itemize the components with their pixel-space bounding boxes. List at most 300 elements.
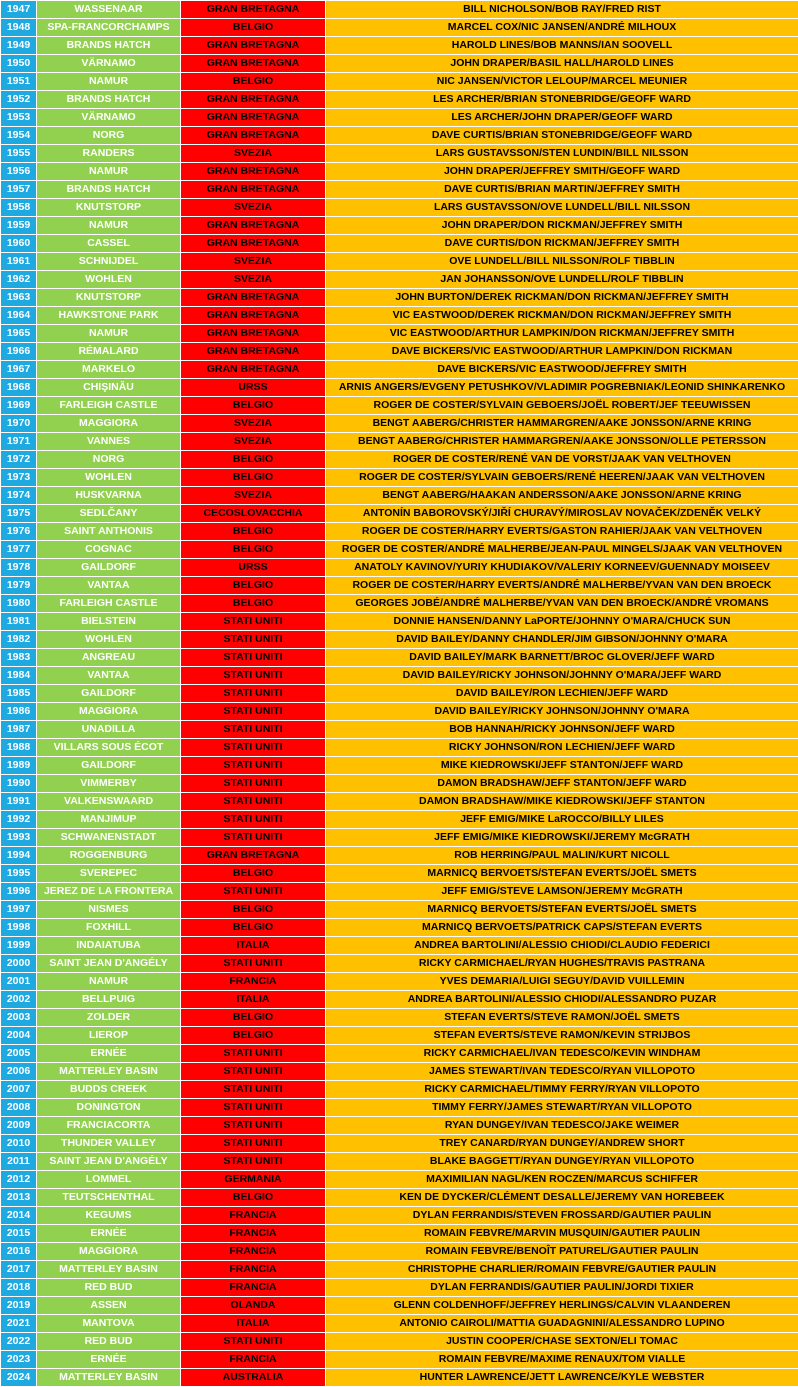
table-row	[1, 397, 798, 415]
venue-cell: FARLEIGH CASTLE	[37, 397, 181, 415]
team-cell: RYAN DUNGEY/IVAN TEDESCO/JAKE WEIMER	[326, 1117, 798, 1135]
country-cell: STATI UNITI	[181, 667, 326, 685]
country-cell: GRAN BRETAGNA	[181, 109, 326, 127]
country-cell: URSS	[181, 379, 326, 397]
country-cell: ITALIA	[181, 1315, 326, 1333]
country-cell: STATI UNITI	[181, 829, 326, 847]
venue-cell: TEUTSCHENTHAL	[37, 1189, 181, 1207]
country-cell: STATI UNITI	[181, 793, 326, 811]
venue-cell: VIMMERBY	[37, 775, 181, 793]
year-cell: 2004	[1, 1027, 37, 1045]
team-cell: LARS GUSTAVSSON/OVE LUNDELL/BILL NILSSON	[326, 199, 798, 217]
year-cell: 1951	[1, 73, 37, 91]
table-row	[1, 847, 798, 865]
year-cell: 1958	[1, 199, 37, 217]
country-cell: BELGIO	[181, 451, 326, 469]
country-cell: GRAN BRETAGNA	[181, 91, 326, 109]
team-cell: DAVID BAILEY/DANNY CHANDLER/JIM GIBSON/JOHNNY O'MARA	[326, 631, 798, 649]
table-row	[1, 199, 798, 217]
year-cell: 1988	[1, 739, 37, 757]
table-row	[1, 685, 798, 703]
team-cell: OVE LUNDELL/BILL NILSSON/ROLF TIBBLIN	[326, 253, 798, 271]
year-cell: 2021	[1, 1315, 37, 1333]
team-cell: HUNTER LAWRENCE/JETT LAWRENCE/KYLE WEBSTER	[326, 1369, 798, 1387]
year-cell: 1952	[1, 91, 37, 109]
team-cell: DAMON BRADSHAW/MIKE KIEDROWSKI/JEFF STANTON	[326, 793, 798, 811]
team-cell: DYLAN FERRANDIS/STEVEN FROSSARD/GAUTIER PAULIN	[326, 1207, 798, 1225]
table-row	[1, 1081, 798, 1099]
venue-cell: THUNDER VALLEY	[37, 1135, 181, 1153]
team-cell: BLAKE BAGGETT/RYAN DUNGEY/RYAN VILLOPOTO	[326, 1153, 798, 1171]
team-cell: VIC EASTWOOD/ARTHUR LAMPKIN/DON RICKMAN/JEFFREY SMITH	[326, 325, 798, 343]
venue-cell: NORG	[37, 451, 181, 469]
venue-cell: NAMUR	[37, 217, 181, 235]
country-cell: STATI UNITI	[181, 703, 326, 721]
table-row	[1, 253, 798, 271]
country-cell: BELGIO	[181, 1027, 326, 1045]
team-cell: JOHN DRAPER/DON RICKMAN/JEFFREY SMITH	[326, 217, 798, 235]
team-cell: ROMAIN FEBVRE/MAXIME RENAUX/TOM VIALLE	[326, 1351, 798, 1369]
venue-cell: MATTERLEY BASIN	[37, 1063, 181, 1081]
venue-cell: MATTERLEY BASIN	[37, 1261, 181, 1279]
year-cell: 1955	[1, 145, 37, 163]
team-cell: ROGER DE COSTER/HARRY EVERTS/ANDRÉ MALHERBE/YVAN VAN DEN BROECK	[326, 577, 798, 595]
team-cell: LES ARCHER/JOHN DRAPER/GEOFF WARD	[326, 109, 798, 127]
team-cell: JOHN DRAPER/JEFFREY SMITH/GEOFF WARD	[326, 163, 798, 181]
country-cell: STATI UNITI	[181, 775, 326, 793]
country-cell: STATI UNITI	[181, 1099, 326, 1117]
venue-cell: RÉMALARD	[37, 343, 181, 361]
country-cell: GRAN BRETAGNA	[181, 55, 326, 73]
table-row	[1, 811, 798, 829]
table-row	[1, 1351, 798, 1369]
table-row	[1, 919, 798, 937]
venue-cell: SVEREPEC	[37, 865, 181, 883]
team-cell: STEFAN EVERTS/STEVE RAMON/JOËL SMETS	[326, 1009, 798, 1027]
table-row	[1, 505, 798, 523]
table-row	[1, 1027, 798, 1045]
team-cell: ROGER DE COSTER/SYLVAIN GEBOERS/JOËL ROBERT/JEF TEEUWISSEN	[326, 397, 798, 415]
year-cell: 1963	[1, 289, 37, 307]
venue-cell: KNUTSTORP	[37, 199, 181, 217]
venue-cell: GAILDORF	[37, 757, 181, 775]
table-row	[1, 595, 798, 613]
year-cell: 2009	[1, 1117, 37, 1135]
venue-cell: BIELSTEIN	[37, 613, 181, 631]
table-row	[1, 667, 798, 685]
year-cell: 1969	[1, 397, 37, 415]
country-cell: GRAN BRETAGNA	[181, 217, 326, 235]
country-cell: FRANCIA	[181, 1261, 326, 1279]
venue-cell: VILLARS SOUS ÉCOT	[37, 739, 181, 757]
table-row	[1, 937, 798, 955]
venue-cell: CASSEL	[37, 235, 181, 253]
country-cell: BELGIO	[181, 469, 326, 487]
venue-cell: ROGGENBURG	[37, 847, 181, 865]
team-cell: ROB HERRING/PAUL MALIN/KURT NICOLL	[326, 847, 798, 865]
table-row	[1, 469, 798, 487]
year-cell: 1976	[1, 523, 37, 541]
year-cell: 2018	[1, 1279, 37, 1297]
year-cell: 1953	[1, 109, 37, 127]
table-row	[1, 793, 798, 811]
venue-cell: LOMMEL	[37, 1171, 181, 1189]
table-row	[1, 631, 798, 649]
year-cell: 1989	[1, 757, 37, 775]
venue-cell: SAINT JEAN D'ANGÉLY	[37, 955, 181, 973]
country-cell: FRANCIA	[181, 1351, 326, 1369]
country-cell: GRAN BRETAGNA	[181, 847, 326, 865]
country-cell: STATI UNITI	[181, 721, 326, 739]
venue-cell: SEDLČANY	[37, 505, 181, 523]
venue-cell: KEGUMS	[37, 1207, 181, 1225]
year-cell: 2005	[1, 1045, 37, 1063]
team-cell: ROGER DE COSTER/HARRY EVERTS/GASTON RAHIER/JAAK VAN VELTHOVEN	[326, 523, 798, 541]
table-row	[1, 307, 798, 325]
team-cell: ANTONÍN BABOROVSKÝ/JIŘÍ CHURAVÝ/MIROSLAV NOVAČEK/ZDENĚK VELKÝ	[326, 505, 798, 523]
venue-cell: NAMUR	[37, 73, 181, 91]
table-row	[1, 1045, 798, 1063]
team-cell: BENGT AABERG/HAAKAN ANDERSSON/AAKE JONSSON/ARNE KRING	[326, 487, 798, 505]
year-cell: 1975	[1, 505, 37, 523]
country-cell: BELGIO	[181, 19, 326, 37]
country-cell: BELGIO	[181, 901, 326, 919]
year-cell: 1979	[1, 577, 37, 595]
table-row	[1, 649, 798, 667]
table-row	[1, 163, 798, 181]
team-cell: DYLAN FERRANDIS/GAUTIER PAULIN/JORDI TIXIER	[326, 1279, 798, 1297]
table-row	[1, 415, 798, 433]
table-row	[1, 577, 798, 595]
year-cell: 1987	[1, 721, 37, 739]
venue-cell: RED BUD	[37, 1279, 181, 1297]
country-cell: SVEZIA	[181, 433, 326, 451]
venue-cell: VANTAA	[37, 667, 181, 685]
country-cell: ITALIA	[181, 937, 326, 955]
year-cell: 1966	[1, 343, 37, 361]
year-cell: 1949	[1, 37, 37, 55]
team-cell: YVES DEMARIA/LUIGI SEGUY/DAVID VUILLEMIN	[326, 973, 798, 991]
country-cell: ITALIA	[181, 991, 326, 1009]
team-cell: LARS GUSTAVSSON/STEN LUNDIN/BILL NILSSON	[326, 145, 798, 163]
team-cell: JEFF EMIG/STEVE LAMSON/JEREMY McGRATH	[326, 883, 798, 901]
year-cell: 1984	[1, 667, 37, 685]
venue-cell: HUSKVARNA	[37, 487, 181, 505]
venue-cell: MAGGIORA	[37, 1243, 181, 1261]
year-cell: 1990	[1, 775, 37, 793]
year-cell: 2011	[1, 1153, 37, 1171]
country-cell: FRANCIA	[181, 1225, 326, 1243]
country-cell: STATI UNITI	[181, 685, 326, 703]
country-cell: STATI UNITI	[181, 613, 326, 631]
year-cell: 2000	[1, 955, 37, 973]
team-cell: RICKY CARMICHAEL/TIMMY FERRY/RYAN VILLOPOTO	[326, 1081, 798, 1099]
team-cell: MARNICQ BERVOETS/STEFAN EVERTS/JOËL SMETS	[326, 865, 798, 883]
country-cell: GRAN BRETAGNA	[181, 37, 326, 55]
year-cell: 1992	[1, 811, 37, 829]
table-row	[1, 613, 798, 631]
country-cell: GRAN BRETAGNA	[181, 361, 326, 379]
venue-cell: KNUTSTORP	[37, 289, 181, 307]
team-cell: DAVE CURTIS/BRIAN STONEBRIDGE/GEOFF WARD	[326, 127, 798, 145]
table-row	[1, 451, 798, 469]
team-cell: JAN JOHANSSON/OVE LUNDELL/ROLF TIBBLIN	[326, 271, 798, 289]
country-cell: STATI UNITI	[181, 811, 326, 829]
venue-cell: RED BUD	[37, 1333, 181, 1351]
year-cell: 1956	[1, 163, 37, 181]
venue-cell: FRANCIACORTA	[37, 1117, 181, 1135]
venue-cell: VANNES	[37, 433, 181, 451]
venue-cell: FOXHILL	[37, 919, 181, 937]
team-cell: MARNICQ BERVOETS/STEFAN EVERTS/JOËL SMETS	[326, 901, 798, 919]
team-cell: STEFAN EVERTS/STEVE RAMON/KEVIN STRIJBOS	[326, 1027, 798, 1045]
venue-cell: NAMUR	[37, 973, 181, 991]
table-row	[1, 1315, 798, 1333]
team-cell: RICKY CARMICHAEL/IVAN TEDESCO/KEVIN WINDHAM	[326, 1045, 798, 1063]
team-cell: BENGT AABERG/CHRISTER HAMMARGREN/AAKE JONSSON/ARNE KRING	[326, 415, 798, 433]
team-cell: DAVID BAILEY/RON LECHIEN/JEFF WARD	[326, 685, 798, 703]
table-row	[1, 739, 798, 757]
year-cell: 2007	[1, 1081, 37, 1099]
venue-cell: BRANDS HATCH	[37, 181, 181, 199]
table-row	[1, 1369, 798, 1387]
year-cell: 1973	[1, 469, 37, 487]
table-row	[1, 91, 798, 109]
year-cell: 2023	[1, 1351, 37, 1369]
year-cell: 1995	[1, 865, 37, 883]
team-cell: NIC JANSEN/VICTOR LELOUP/MARCEL MEUNIER	[326, 73, 798, 91]
table-row	[1, 955, 798, 973]
year-cell: 1994	[1, 847, 37, 865]
venue-cell: SPA-FRANCORCHAMPS	[37, 19, 181, 37]
venue-cell: COGNAC	[37, 541, 181, 559]
team-cell: DAVE CURTIS/BRIAN MARTIN/JEFFREY SMITH	[326, 181, 798, 199]
team-cell: BOB HANNAH/RICKY JOHNSON/JEFF WARD	[326, 721, 798, 739]
venue-cell: BRANDS HATCH	[37, 37, 181, 55]
venue-cell: BELLPUIG	[37, 991, 181, 1009]
venue-cell: HAWKSTONE PARK	[37, 307, 181, 325]
table-row	[1, 343, 798, 361]
team-cell: JEFF EMIG/MIKE LaROCCO/BILLY LILES	[326, 811, 798, 829]
year-cell: 1962	[1, 271, 37, 289]
venue-cell: LIEROP	[37, 1027, 181, 1045]
year-cell: 2015	[1, 1225, 37, 1243]
table-row	[1, 559, 798, 577]
country-cell: BELGIO	[181, 1009, 326, 1027]
table-row	[1, 865, 798, 883]
team-cell: ANDREA BARTOLINI/ALESSIO CHIODI/CLAUDIO FEDERICI	[326, 937, 798, 955]
year-cell: 1961	[1, 253, 37, 271]
country-cell: GRAN BRETAGNA	[181, 325, 326, 343]
country-cell: STATI UNITI	[181, 1045, 326, 1063]
country-cell: FRANCIA	[181, 1207, 326, 1225]
year-cell: 1970	[1, 415, 37, 433]
year-cell: 2022	[1, 1333, 37, 1351]
table-row	[1, 1297, 798, 1315]
table-row	[1, 19, 798, 37]
table-row	[1, 109, 798, 127]
country-cell: CECOSLOVACCHIA	[181, 505, 326, 523]
winners-table-body	[1, 1, 798, 1387]
table-row	[1, 883, 798, 901]
country-cell: GRAN BRETAGNA	[181, 1, 326, 19]
country-cell: STATI UNITI	[181, 739, 326, 757]
year-cell: 2001	[1, 973, 37, 991]
table-row	[1, 487, 798, 505]
team-cell: MIKE KIEDROWSKI/JEFF STANTON/JEFF WARD	[326, 757, 798, 775]
table-row	[1, 703, 798, 721]
year-cell: 2016	[1, 1243, 37, 1261]
table-row	[1, 973, 798, 991]
country-cell: STATI UNITI	[181, 1063, 326, 1081]
venue-cell: GAILDORF	[37, 685, 181, 703]
venue-cell: MAGGIORA	[37, 415, 181, 433]
venue-cell: JEREZ DE LA FRONTERA	[37, 883, 181, 901]
table-row	[1, 325, 798, 343]
venue-cell: GAILDORF	[37, 559, 181, 577]
venue-cell: ANGREAU	[37, 649, 181, 667]
year-cell: 2019	[1, 1297, 37, 1315]
team-cell: ROMAIN FEBVRE/MARVIN MUSQUIN/GAUTIER PAULIN	[326, 1225, 798, 1243]
table-row	[1, 1063, 798, 1081]
year-cell: 1996	[1, 883, 37, 901]
country-cell: GERMANIA	[181, 1171, 326, 1189]
country-cell: FRANCIA	[181, 1243, 326, 1261]
country-cell: BELGIO	[181, 541, 326, 559]
venue-cell: NISMES	[37, 901, 181, 919]
year-cell: 1950	[1, 55, 37, 73]
country-cell: GRAN BRETAGNA	[181, 235, 326, 253]
country-cell: SVEZIA	[181, 145, 326, 163]
year-cell: 2024	[1, 1369, 37, 1387]
team-cell: ANTONIO CAIROLI/MATTIA GUADAGNINI/ALESSANDRO LUPINO	[326, 1315, 798, 1333]
year-cell: 2008	[1, 1099, 37, 1117]
team-cell: DONNIE HANSEN/DANNY LaPORTE/JOHNNY O'MARA/CHUCK SUN	[326, 613, 798, 631]
year-cell: 1972	[1, 451, 37, 469]
year-cell: 1948	[1, 19, 37, 37]
country-cell: SVEZIA	[181, 253, 326, 271]
venue-cell: INDAIATUBA	[37, 937, 181, 955]
venue-cell: MARKELO	[37, 361, 181, 379]
table-row	[1, 1171, 798, 1189]
venue-cell: WASSENAAR	[37, 1, 181, 19]
team-cell: ROGER DE COSTER/SYLVAIN GEBOERS/RENÉ HEEREN/JAAK VAN VELTHOVEN	[326, 469, 798, 487]
venue-cell: ASSEN	[37, 1297, 181, 1315]
table-row	[1, 1225, 798, 1243]
year-cell: 1999	[1, 937, 37, 955]
year-cell: 1957	[1, 181, 37, 199]
venue-cell: WOHLEN	[37, 631, 181, 649]
year-cell: 1977	[1, 541, 37, 559]
year-cell: 2006	[1, 1063, 37, 1081]
year-cell: 1968	[1, 379, 37, 397]
table-row	[1, 145, 798, 163]
country-cell: STATI UNITI	[181, 1333, 326, 1351]
country-cell: SVEZIA	[181, 271, 326, 289]
team-cell: RICKY CARMICHAEL/RYAN HUGHES/TRAVIS PASTRANA	[326, 955, 798, 973]
country-cell: BELGIO	[181, 397, 326, 415]
country-cell: STATI UNITI	[181, 1081, 326, 1099]
team-cell: TREY CANARD/RYAN DUNGEY/ANDREW SHORT	[326, 1135, 798, 1153]
country-cell: AUSTRALIA	[181, 1369, 326, 1387]
team-cell: ROGER DE COSTER/RENÉ VAN DE VORST/JAAK VAN VELTHOVEN	[326, 451, 798, 469]
venue-cell: ERNÉE	[37, 1225, 181, 1243]
table-row	[1, 757, 798, 775]
team-cell: MAXIMILIAN NAGL/KEN ROCZEN/MARCUS SCHIFFER	[326, 1171, 798, 1189]
country-cell: STATI UNITI	[181, 757, 326, 775]
table-row	[1, 1009, 798, 1027]
team-cell: JAMES STEWART/IVAN TEDESCO/RYAN VILLOPOTO	[326, 1063, 798, 1081]
table-row	[1, 901, 798, 919]
country-cell: BELGIO	[181, 73, 326, 91]
team-cell: ANATOLY KAVINOV/YURIY KHUDIAKOV/VALERIY KORNEEV/GUENNADY MOISEEV	[326, 559, 798, 577]
venue-cell: CHIŞINĂU	[37, 379, 181, 397]
country-cell: STATI UNITI	[181, 631, 326, 649]
team-cell: JOHN BURTON/DEREK RICKMAN/DON RICKMAN/JEFFREY SMITH	[326, 289, 798, 307]
country-cell: SVEZIA	[181, 199, 326, 217]
year-cell: 1986	[1, 703, 37, 721]
year-cell: 1960	[1, 235, 37, 253]
country-cell: STATI UNITI	[181, 649, 326, 667]
table-row	[1, 379, 798, 397]
table-row	[1, 1153, 798, 1171]
team-cell: DAVID BAILEY/RICKY JOHNSON/JOHNNY O'MARA	[326, 703, 798, 721]
venue-cell: NORG	[37, 127, 181, 145]
year-cell: 1993	[1, 829, 37, 847]
year-cell: 1997	[1, 901, 37, 919]
year-cell: 1954	[1, 127, 37, 145]
table-row	[1, 361, 798, 379]
team-cell: CHRISTOPHE CHARLIER/ROMAIN FEBVRE/GAUTIER PAULIN	[326, 1261, 798, 1279]
table-row	[1, 127, 798, 145]
year-cell: 1998	[1, 919, 37, 937]
team-cell: BENGT AABERG/CHRISTER HAMMARGREN/AAKE JONSSON/OLLE PETERSSON	[326, 433, 798, 451]
country-cell: FRANCIA	[181, 1279, 326, 1297]
venue-cell: BUDDS CREEK	[37, 1081, 181, 1099]
team-cell: ARNIS ANGERS/EVGENY PETUSHKOV/VLADIMIR POGREBNIAK/LEONID SHINKARENKO	[326, 379, 798, 397]
year-cell: 2002	[1, 991, 37, 1009]
team-cell: VIC EASTWOOD/DEREK RICKMAN/DON RICKMAN/JEFFREY SMITH	[326, 307, 798, 325]
country-cell: STATI UNITI	[181, 955, 326, 973]
table-row	[1, 721, 798, 739]
venue-cell: SAINT JEAN D'ANGÉLY	[37, 1153, 181, 1171]
year-cell: 1983	[1, 649, 37, 667]
venue-cell: VÄRNAMO	[37, 109, 181, 127]
venue-cell: BRANDS HATCH	[37, 91, 181, 109]
table-row	[1, 271, 798, 289]
venue-cell: VANTAA	[37, 577, 181, 595]
team-cell: JUSTIN COOPER/CHASE SEXTON/ELI TOMAC	[326, 1333, 798, 1351]
country-cell: BELGIO	[181, 865, 326, 883]
year-cell: 1967	[1, 361, 37, 379]
venue-cell: SCHNIJDEL	[37, 253, 181, 271]
venue-cell: ZOLDER	[37, 1009, 181, 1027]
country-cell: STATI UNITI	[181, 1117, 326, 1135]
venue-cell: NAMUR	[37, 163, 181, 181]
country-cell: STATI UNITI	[181, 883, 326, 901]
venue-cell: MAGGIORA	[37, 703, 181, 721]
country-cell: GRAN BRETAGNA	[181, 163, 326, 181]
table-row	[1, 991, 798, 1009]
table-row	[1, 55, 798, 73]
country-cell: GRAN BRETAGNA	[181, 343, 326, 361]
country-cell: BELGIO	[181, 577, 326, 595]
venue-cell: ERNÉE	[37, 1351, 181, 1369]
table-row	[1, 541, 798, 559]
team-cell: KEN DE DYCKER/CLÉMENT DESALLE/JEREMY VAN HOREBEEK	[326, 1189, 798, 1207]
table-row	[1, 1261, 798, 1279]
year-cell: 1991	[1, 793, 37, 811]
